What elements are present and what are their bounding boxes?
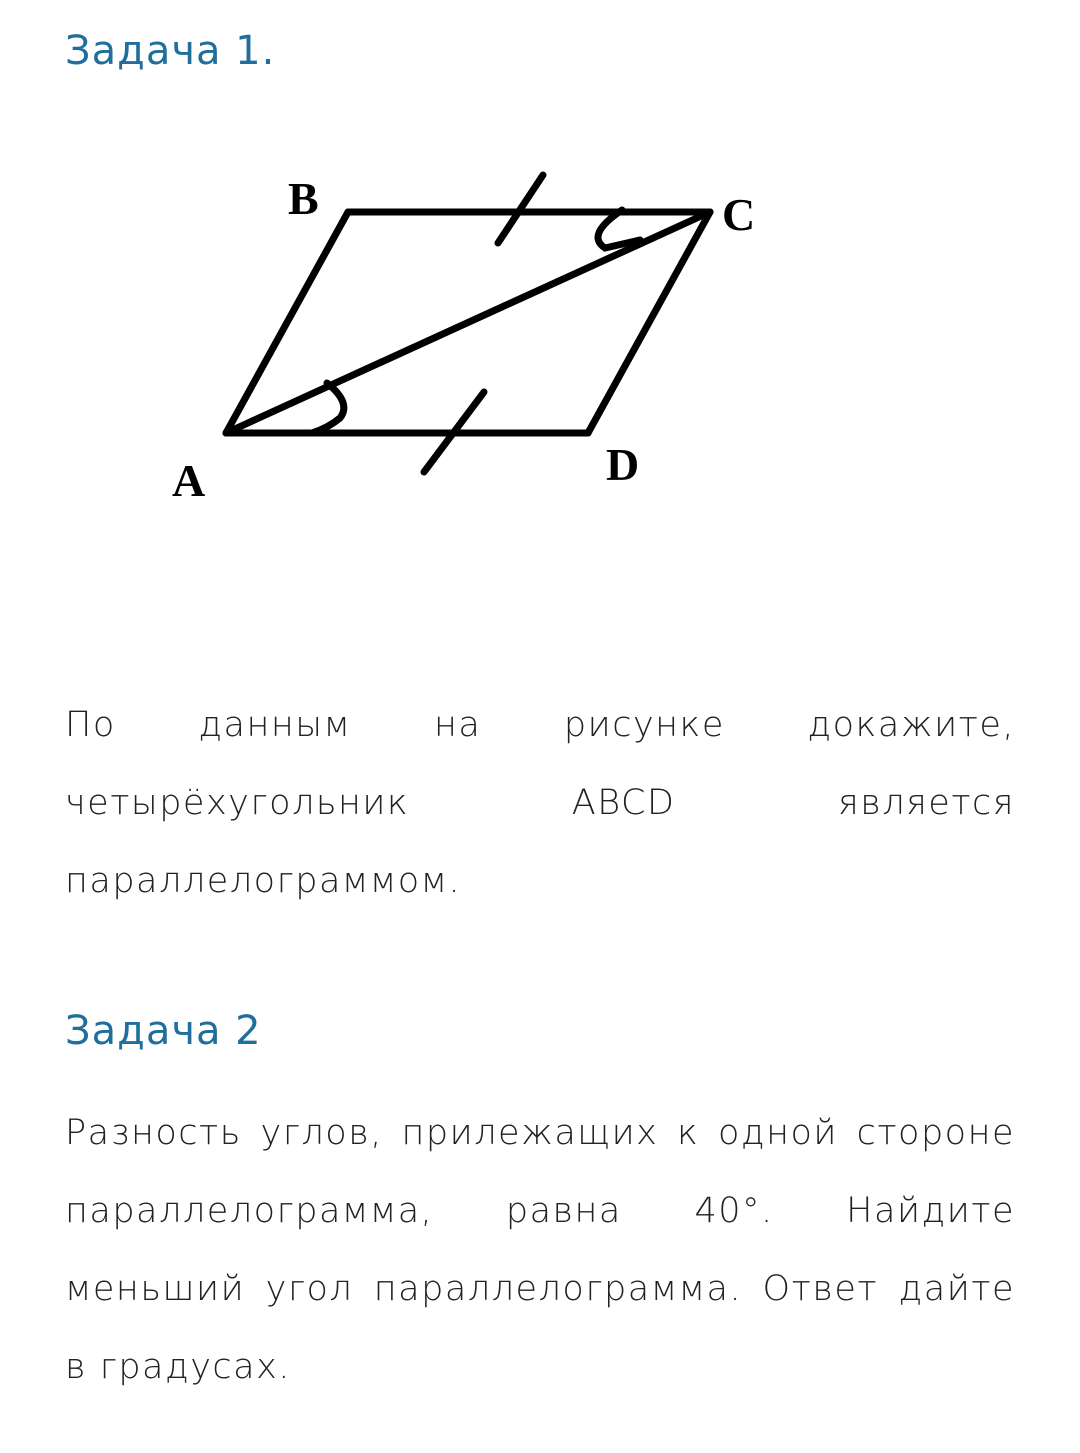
angle-mark-c (598, 210, 640, 248)
parallelogram-figure (150, 160, 790, 520)
task-2-title: Задача 2 (65, 1008, 262, 1054)
vertex-label-c: C (722, 189, 756, 240)
side-ab (226, 212, 348, 433)
vertex-label-a: A (172, 455, 206, 506)
vertex-label-b: B (288, 173, 319, 224)
diagonal-ac (226, 212, 710, 433)
task-1-text: По данным на рисунке докажите, четырёхугольник ABCD является параллелограммом. (65, 705, 1015, 901)
task-1-title: Задача 1. (65, 28, 276, 74)
task-2-text: Разность углов, прилежащих к одной стороне параллелограмма, равна 40°. Найдите меньший угол параллелограмма. Ответ дайте в градусах. (65, 1113, 1015, 1387)
vertex-label-d: D (606, 439, 640, 490)
